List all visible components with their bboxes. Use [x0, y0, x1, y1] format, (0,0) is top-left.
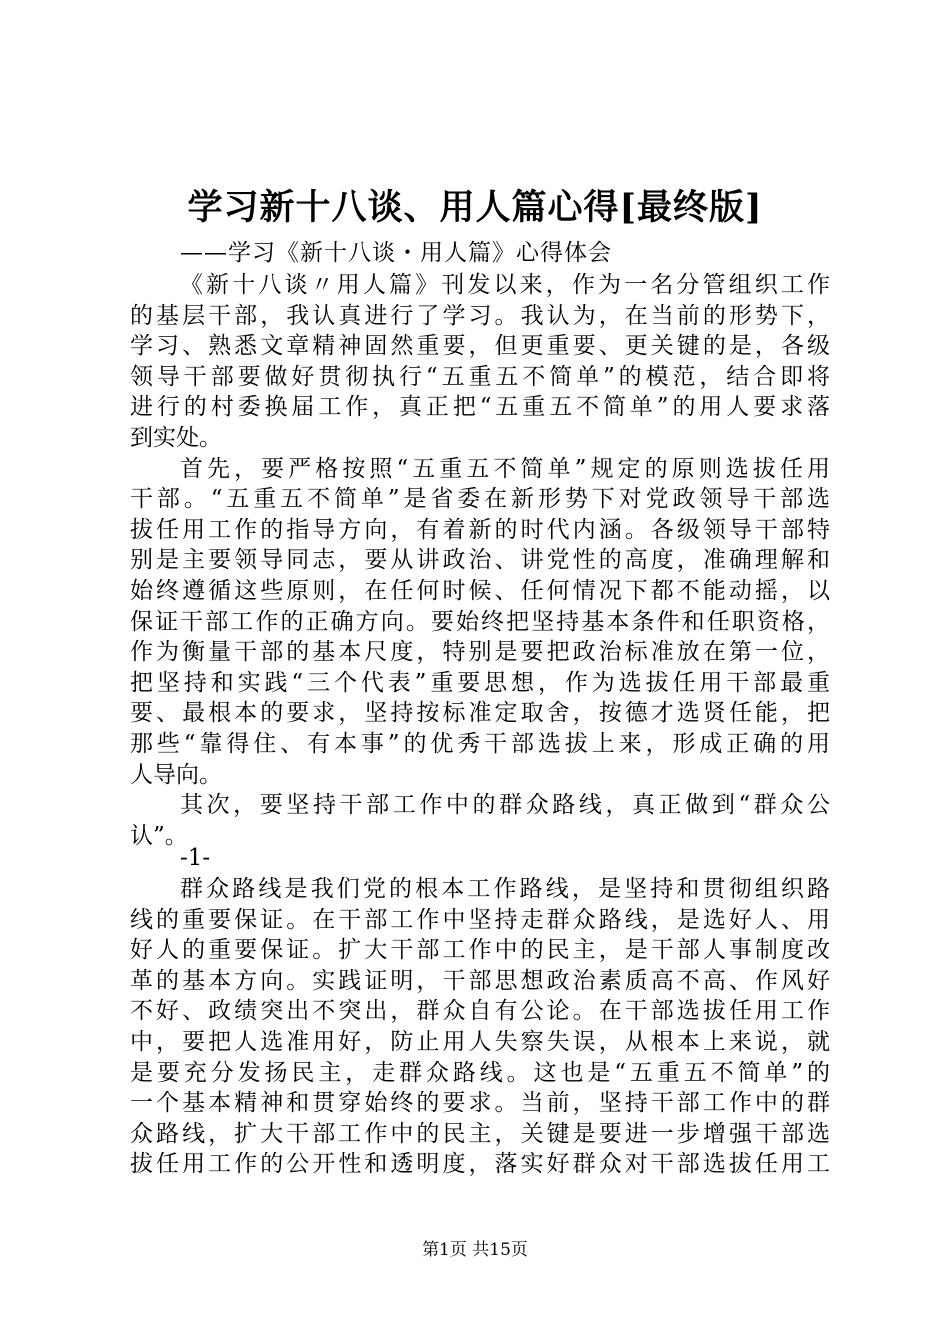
document-body-section-2: [130, 874, 830, 1180]
text-line: 一个基本精神和贯穿始终的要求。当前，坚持干部工作中的群: [130, 1090, 830, 1117]
text-line: 保证干部工作的正确方向。要始终把坚持基本条件和任职资格，: [130, 608, 830, 635]
text-line: 领导干部要做好贯彻执行“五重五不简单”的模范，结合即将: [130, 363, 830, 390]
text-line: 革的基本方向。实践证明，干部思想政治素质高不高、作风好: [130, 967, 830, 994]
text-line: 的基层干部，我认真进行了学习。我认为，在当前的形势下，: [130, 302, 830, 329]
text-line: 其次，要坚持干部工作中的群众路线，真正做到“群众公: [180, 792, 830, 819]
text-line: 群众路线是我们党的根本工作路线，是坚持和贯彻组织路: [180, 876, 830, 902]
text-line: 好人的重要保证。扩大干部工作中的民主，是干部人事制度改: [130, 937, 830, 964]
text-line: 干部。“五重五不简单”是省委在新形势下对党政领导干部选: [130, 486, 830, 513]
text-line: 学习、熟悉文章精神固然重要，但更重要、更关键的是，各级: [130, 333, 830, 360]
page-footer: 第1页 共15页: [422, 1240, 528, 1260]
text-line: 进行的村委换届工作，真正把“五重五不简单”的用人要求落: [130, 394, 830, 421]
text-line: 线的重要保证。在干部工作中坚持走群众路线，是选好人、用: [130, 906, 830, 933]
text-line: 要、最根本的要求，坚持按标准定取舍，按德才选贤任能，把: [130, 700, 830, 727]
text-line: 拔任用工作的指导方向，有着新的时代内涵。各级领导干部特: [130, 516, 830, 543]
document-title: 学习新十八谈、用人篇心得[最终版]: [187, 187, 763, 228]
document-subtitle: ——学习《新十八谈・用人篇》心得体会: [180, 240, 612, 266]
page-marker: -1-: [180, 845, 211, 871]
text-line: 拔任用工作的公开性和透明度，落实好群众对干部选拔任用工: [130, 1151, 830, 1178]
text-line: 那些“靠得住、有本事”的优秀干部选拔上来，形成正确的用: [130, 730, 830, 757]
text-line: 是要充分发扬民主，走群众路线。这也是“五重五不简单”的: [130, 1059, 830, 1086]
document-body-section-1: [130, 270, 830, 851]
text-line: 始终遵循这些原则，在任何时候、任何情况下都不能动摇，以: [130, 577, 830, 604]
text-line: 众路线，扩大干部工作中的民主，关键是要进一步增强干部选: [130, 1120, 830, 1147]
text-line: 别是主要领导同志，要从讲政治、讲党性的高度，准确理解和: [130, 547, 830, 574]
text-line: 《新十八谈〃用人篇》刊发以来，作为一名分管组织工作: [180, 272, 830, 298]
text-line: 人导向。: [130, 761, 222, 788]
text-line: 到实处。: [130, 424, 222, 451]
text-line: 首先，要严格按照“五重五不简单”规定的原则选拔任用: [180, 455, 830, 482]
text-line: 不好、政绩突出不突出，群众自有公论。在干部选拔任用工作: [130, 998, 830, 1025]
text-line: 中，要把人选准用好，防止用人失察失误，从根本上来说，就: [130, 1028, 830, 1055]
text-line: 认”。: [130, 822, 188, 849]
text-line: 把坚持和实践“三个代表”重要思想，作为选拔任用干部最重: [130, 669, 830, 696]
text-line: 作为衡量干部的基本尺度，特别是要把政治标准放在第一位，: [130, 639, 830, 666]
